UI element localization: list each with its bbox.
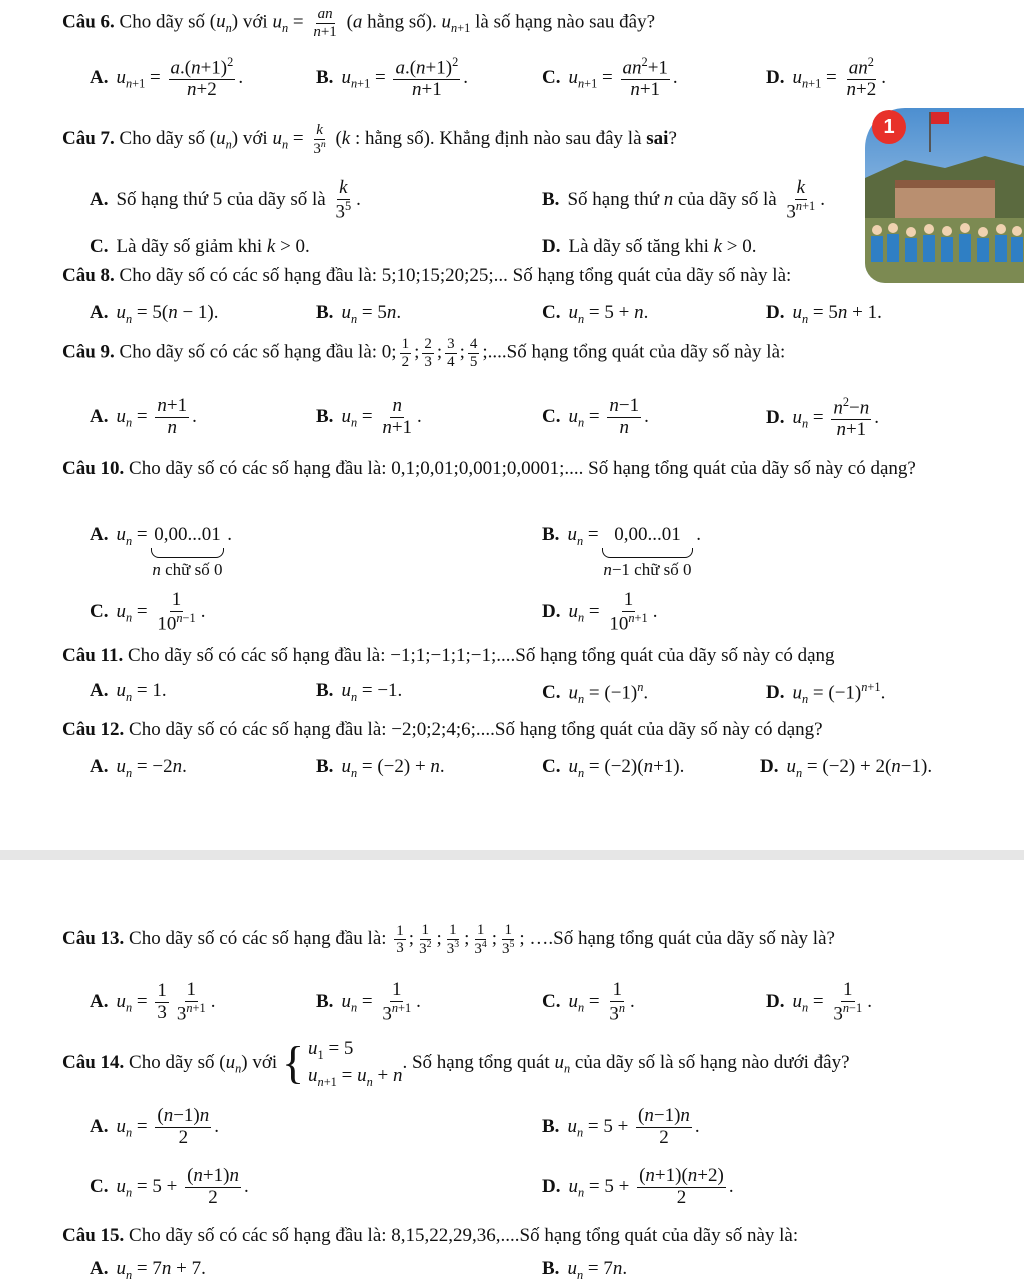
q15-option-b[interactable]: B. $u_n = 7n$. xyxy=(542,1258,628,1282)
q13-option-a[interactable]: A. $u_n$ = $\frac{1}{3}$ $\frac{1}{3^{n+1}}$ . xyxy=(90,979,216,1025)
q6-option-c[interactable]: C. $u_{n+1}$ = $\frac{an^2+1}{n+1}$ . xyxy=(542,55,678,101)
q10-option-a[interactable]: A. $u_n$ = 0,00...01 n chữ số 0 . xyxy=(90,524,232,579)
q8-option-b[interactable]: B. $u_n = 5n$. xyxy=(316,302,402,326)
q7-option-b[interactable]: B. Số hạng thứ n của dãy số là $\frac{k}{3^{n+1}}$ . xyxy=(542,177,825,223)
question-12-stem: Câu 12. Cho dãy số có các số hạng đầu là: −2;0;2;4;6;....Số hạng tổng quát của dãy số này có dạng? xyxy=(62,719,823,740)
question-13-stem: Câu 13. Cho dãy số có các số hạng đầu là: $\frac{1}{3}$ ; $\frac{1}{3^2}$ ; $\frac{1}{3^3}$ ; $\frac{1}{3^4}$ ; $\frac{1}{3^5}$ ; ….Số hạng tổng quát của dãy số này là? xyxy=(62,922,835,957)
q12-option-d[interactable]: D. $u_n = (-2) + 2(n-1)$. xyxy=(760,756,933,780)
q9-option-d[interactable]: D. $u_n$ = $\frac{n^2-n}{n+1}$ . xyxy=(766,395,880,441)
q11-option-d[interactable]: D. $u_n = (-1)^{n+1}$. xyxy=(766,680,886,707)
q9-option-c[interactable]: C. $u_n$ = $\frac{n-1}{n}$ . xyxy=(542,395,649,438)
q11-option-a[interactable]: A. $u_n = 1$. xyxy=(90,680,167,704)
q7-option-c[interactable]: C. Là dãy số giảm khi k > 0. xyxy=(90,236,310,257)
q15-option-a[interactable]: A. $u_n = 7n + 7$. xyxy=(90,1258,206,1282)
q7-option-a[interactable]: A. Số hạng thứ 5 của dãy số là $\frac{k}{3^5}$ . xyxy=(90,177,361,223)
q6-option-d[interactable]: D. $u_{n+1}$ = $\frac{an^2}{n+2}$ . xyxy=(766,55,886,101)
q10-option-b[interactable]: B. $u_n$ = 0,00...01 n−1 chữ số 0 . xyxy=(542,524,702,579)
q10-option-d[interactable]: D. $u_n$ = $\frac{1}{10^{n+1}}$ . xyxy=(542,589,658,635)
question-15-stem: Câu 15. Cho dãy số có các số hạng đầu là: 8,15,22,29,36,....Số hạng tổng quát của dãy số này là: xyxy=(62,1225,799,1246)
q14-option-b[interactable]: B. $u_n = 5$ + $\frac{(n-1)n}{2}$ . xyxy=(542,1105,700,1148)
question-8-stem: Câu 8. Cho dãy số có các số hạng đầu là: 5;10;15;20;25;... Số hạng tổng quát của dãy số này là: xyxy=(62,265,792,286)
notification-badge[interactable]: 1 xyxy=(872,110,906,144)
q12-option-c[interactable]: C. $u_n = (-2)(n+1)$. xyxy=(542,756,685,780)
q11-option-b[interactable]: B. $u_n = -1$. xyxy=(316,680,403,704)
q13-option-c[interactable]: C. $u_n$ = $\frac{1}{3^n}$ . xyxy=(542,979,635,1025)
q8-option-d[interactable]: D. $u_n = 5n + 1$. xyxy=(766,302,882,326)
q6-option-b[interactable]: B. $u_{n+1}$ = $\frac{a.(n+1)^2}{n+1}$ . xyxy=(316,55,469,101)
q13-option-d[interactable]: D. $u_n$ = $\frac{1}{3^{n-1}}$ . xyxy=(766,979,872,1025)
q8-option-c[interactable]: C. $u_n = 5 + n$. xyxy=(542,302,649,326)
question-9-stem: Câu 9. Cho dãy số có các số hạng đầu là: 0; $\frac{1}{2}$ ; $\frac{2}{3}$ ; $\frac{3}{4}$ ; $\frac{4}{5}$ ;....Số hạng tổng quát của dãy số này là: xyxy=(62,336,786,370)
q7-option-d[interactable]: D. Là dãy số tăng khi k > 0. xyxy=(542,236,757,257)
q9-option-b[interactable]: B. $u_n$ = $\frac{n}{n+1}$ . xyxy=(316,395,422,438)
question-14-stem: Câu 14. Cho dãy số $(u_n)$ với { $u_1 = 5$ $u_{n+1} = u_n + n$ . Số hạng tổng quát $u_n$ của dãy số là số hạng nào dưới đây? xyxy=(62,1037,850,1090)
q14-option-a[interactable]: A. $u_n$ = $\frac{(n-1)n}{2}$ . xyxy=(90,1105,219,1148)
q10-option-c[interactable]: C. $u_n$ = $\frac{1}{10^{n-1}}$ . xyxy=(90,589,206,635)
q12-option-b[interactable]: B. $u_n = (-2) + n$. xyxy=(316,756,445,780)
worksheet-panel-bottom xyxy=(0,860,1024,1280)
question-10-stem: Câu 10. Cho dãy số có các số hạng đầu là: 0,1;0,01;0,001;0,0001;.... Số hạng tổng quát của dãy số này có dạng? xyxy=(62,458,916,479)
q9-option-a[interactable]: A. $u_n$ = $\frac{n+1}{n}$ . xyxy=(90,395,197,438)
question-6-stem: Câu 6. Cho dãy số $(u_n)$ với $u_n$ = $\frac{an}{n+1}$ (a hằng số). $u_{n+1}$ là số hạng nào sau đây? xyxy=(62,6,656,40)
q14-option-d[interactable]: D. $u_n = 5$ + $\frac{(n+1)(n+2)}{2}$ . xyxy=(542,1165,734,1208)
panel-divider xyxy=(0,850,1024,860)
q8-option-a[interactable]: A. $u_n = 5(n - 1)$. xyxy=(90,302,219,326)
q13-option-b[interactable]: B. $u_n$ = $\frac{1}{3^{n+1}}$ . xyxy=(316,979,421,1025)
q11-option-c[interactable]: C. $u_n = (-1)^n$. xyxy=(542,680,649,707)
q6-option-a[interactable]: A. $u_{n+1}$ = $\frac{a.(n+1)^2}{n+2}$ . xyxy=(90,55,244,101)
question-7-stem: Câu 7. Cho dãy số $(u_n)$ với $u_n$ = $\frac{k}{3^n}$ (k : hằng số). Khẳng định nào sau đây là sai? xyxy=(62,122,677,157)
q12-option-a[interactable]: A. $u_n = -2n$. xyxy=(90,756,187,780)
question-11-stem: Câu 11. Cho dãy số có các số hạng đầu là: −1;1;−1;1;−1;....Số hạng tổng quát của dãy số này có dạng xyxy=(62,645,835,666)
q14-option-c[interactable]: C. $u_n = 5$ + $\frac{(n+1)n}{2}$ . xyxy=(90,1165,249,1208)
